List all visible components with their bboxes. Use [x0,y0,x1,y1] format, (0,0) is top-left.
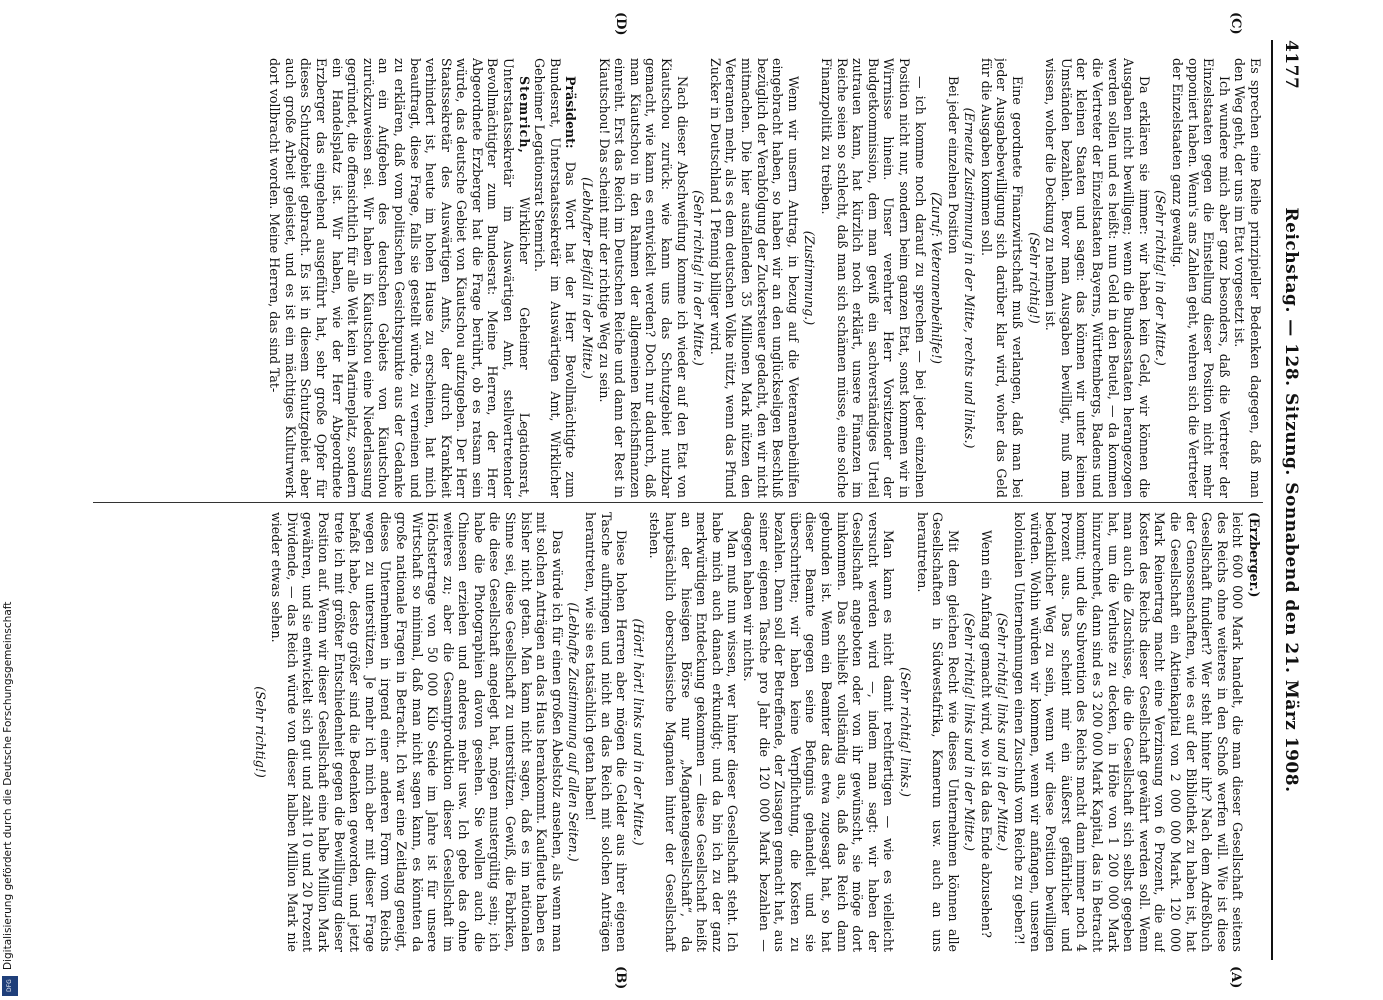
paragraph: leicht 600 000 Mark handelt, die man dieser Gesellschaft seitens des Reichs ohne weiteres in den Schoß werfen will. Wie ist diese Gesellschaft fundiert? Wer steht hinter ihr? Nach dem Adreßbuch der Genossenschaften, wie es auf der Bibliothek zu haben ist, hat die Gesellschaft ein Aktienkapital von 2 000 000 Mark. 120 000 Mark Reinertrag macht eine Verzinsung von 6 Prozent, die auf Kosten des Reichs dieser Gesellschaft gewährt werden soll. Wenn man auch die Zuschüsse, die die Gesellschaft sich selbst gegeben hat, um die Verluste zu decken, in Höhe von 1 200 000 Mark hinzurechnet, dann sind es 3 200 000 Mark Kapital, das in Betracht kommt; und die Subvention des Reichs macht dann immer noch 4 Prozent aus. Das scheint mir ein äußerst gefährlicher und bedenklicher Weg zu sein, wenn wir diese Position bewilligen würden. Wohin würden wir kommen, wenn wir anfangen, unseren kolonialen Unternehmungen einen Zuschuß vom Reiche zu geben?! [1012,512,1246,952]
paragraph: Diese hohen Herren aber mögen die Gelder aus ihrer eigenen Tasche aufbringen und nicht an das Reich mit solchen Anträgen herantreten, wie sie es tatsächlich getan haben! [583,512,630,952]
paragraph: Eine geordnete Finanzwirtschaft muß verlangen, daß man bei jeder Ausgabebewilligung sich darüber klar wird, woher das Geld für die Ausgaben kommen soll. [978,58,1026,498]
page-header [1275,40,1301,960]
speaker-label: Stemrich, [516,76,532,154]
reaction: (Sehr richtig! links und in der Mitte.) [962,612,978,852]
paragraph: Bei jeder einzelnen Position [945,76,961,254]
paragraph: Mit dem gleichen Recht wie dieses Unternehmen können alle Gesellschaften in Südwestafrika, Kamerun usw. auch an uns herantreten. [914,512,961,952]
reaction: (Zustimmung.) [802,230,818,326]
column-rule [93,502,1263,503]
paragraph: Man kann es nicht damit rechtfertigen — wie es vielleicht versucht werden wird —, indem man sagt: wir haben der Gesellschaft angeboten oder von ihr gewünscht, sie möge dort hinkommen. Das schließt vollständig aus, daß das Reich dann gebunden ist. Wenn ein Beamter das etwa zugesagt hat, so hat dieser Beamte gegen seine Befugnis gehandelt und sie überschritten; wir haben keine Verpflichtung, die Kosten zu bezahlen. Dann soll der Betreffende, der Zusagen gemacht hat, aus seiner eigenen Tasche pro Jahr die 120 000 Mark bezahlen — dagegen haben wir nichts. [741,512,897,952]
margin-letter-a: (A) [1228,966,1243,989]
reaction: (Sehr richtig!) [252,686,268,778]
paragraph: — ich komme noch darauf zu sprechen — bei jeder einzelnen Position nicht nur, sondern beim ganzen Etat, sonst kommen wir in Wirrnisse hinein. Unser verehrter Herr Vorsitzender der Budgetkommission, dem man gewiß ein sachverständiges Urteil zutrauen kann, hat kürzlich noch erklärt, unsere Finanzen im Reiche seien so schlecht, daß man sich schämen müsse, eine solche Finanzpolitik zu treiben. [818,58,928,498]
paragraph-president [532,58,579,498]
reaction: (Lebhafter Beifall in der Mitte.) [580,177,596,379]
reaction: (Hört! hört! links und in der Mitte.) [630,618,646,846]
speech-text: Das Wort hat der Herr Bevollmächtigte zum Bundesrat, Unterstaatssekretär im Auswärtigen Amt, Wirklicher Geheimer Legationsrat Stemrich. [532,58,579,498]
running-title: Reichstag. — 128. Sitzung. Sonnabend den 21. März 1908. [1281,207,1301,793]
paragraph: Wenn wir unsern Antrag, in bezug auf die Veteranenbeihilfen eingebracht haben, so haben wir an den unglückseligen Beschluß bezüglich der Verabfolgung der Zuckersteuer gedacht, den wir nicht mitmachen. Die hier ausfallenden 35 Millionen Mark nützen den Veteranen mehr, als es dem deutschen Volke nützt, wenn das Pfund Zucker in Deutschland 1 Pfennig billiger wird. [707,58,801,498]
speaker-tag: (Erzberger.) [1247,512,1262,598]
speaker-label: Präsident: [563,76,579,149]
reaction: (Sehr richtig! links und in der Mitte.) [995,612,1011,852]
digitization-note [0,0,20,1000]
margin-letter-c: (C) [1228,12,1243,35]
page-number: 4177 [1281,40,1301,90]
margin-letter-d: (D) [613,12,628,36]
margin-letter-b: (B) [613,966,628,990]
paragraph: Es sprechen eine Reihe prinzipieller Bedenken dagegen, daß man den Weg geht, der uns im Etat vorgesetzt ist. [1232,58,1263,498]
right-column [93,512,1263,952]
paragraph: Da erklären sie immer: wir haben kein Geld, wir können die Ausgaben nicht bewilligen; wenn die Bundesstaaten herangezogen werden sollen und es heißt: nun Geld in den Beutel, — da kommen die Vertreter der Einzelstaaten Bayerns, Württembergs, Badens und der kleinen Staaten und sagen: das können wir unter keinen Umständen bezahlen. Bevor man Ausgaben bewilligt, muß man wissen, woher die Deckung zu nehmen ist. [1043,58,1152,498]
reaction: (Sehr richtig! in der Mitte.) [691,190,707,366]
paragraph: Ich wundere mich aber ganz besonders, daß die Vertreter der Einzelstaaten gegen die Einstellung dieser Position nicht mehr opponiert haben. Wenn's ans Zahlen geht, wehren sich die Vertreter der Einzelstaaten ganz gewaltig. [1170,58,1232,498]
paragraph: Wenn ein Anfang gemacht wird, wo ist da das Ende abzusehen? [978,530,994,938]
reaction: (Lebhafte Zustimmung auf allen Seiten.) [566,602,582,862]
header-rule [1271,40,1273,960]
paragraph: Man muß nun wissen, wer hinter dieser Gesellschaft steht. Ich habe mich auch danach erkundigt; und da bin ich zu der ganz merkwürdigen Entdeckung gekommen — diese Gesellschaft heißt an der hiesigen Börse nur „Magnatengesellschaft“, da hauptsächlich oberschlesische Magnaten hinter der Gesellschaft stehen. [647,512,741,952]
dfg-logo-icon: DFG [2,976,18,996]
reaction: (Zuruf: Veteranenbeihilfe!) [929,192,945,364]
reaction: (Sehr richtig! in der Mitte.) [1153,190,1169,366]
paragraph: Das würde ich für einen großen Abelstolz ansehen, als wenn man mit solchen Anträgen an das Haus herankommt. Kaufleute haben es bisher nicht getan. Man kann nicht sagen, daß es im nationalen Sinne sei, diese Gesellschaft zu unterstützen. Gewiß, die Fabriken, die diese Gesellschaft angelegt hat, mögen mustergültig sein; ich habe die Photographien davon gesehen. Sie wollen auch die Chinesen erziehen und anderes mehr usw. Ich gebe das ohne weiteres zu; aber die Gesamtproduktion dieser Gesellschaft im Höchstertrage von 50 000 Kilo Seide im Jahre ist für unsere Wirtschaft so minimal, daß man nicht sagen kann, es könnten da große nationale Fragen in Betracht. Ich war eine Zeitlang geneigt, dieses Unternehmen in irgend einer anderen Form vom Reichs wegen zu unterstützen. Je mehr ich mich aber mit dieser Frage befaßt habe, desto größer sind die Bedenken geworden, und jetzt trete ich mit größter Entschiedenheit gegen die Bewilligung dieser Position auf. Wenn wir dieser Gesellschaft eine halbe Million Mark gewähren, und sie entwickelt sich gut und zahlt 10 und 20 Prozent Dividende, — das Reich würde von dieser halben Million Mark nie wieder etwas sehen. [269,512,565,952]
paragraph: Nach dieser Abschweifung komme ich wieder auf den Etat von Kiautschou zurück: wie kann uns das Schutzgebiet nutzbar gemacht, wie kann es entwickelt werden? Doch nur dadurch, daß man Kiautschou in den Rahmen der allgemeinen Reichsfinanzen einreiht. Erst das Reich im Deutschen Reiche und dann der Rest in Kiautschou! Das scheint mir der richtige Weg zu sein. [596,58,690,498]
reaction: (Erneute Zustimmung in der Mitte, rechts und links.) [962,107,978,449]
speech-text: Wirklicher Geheimer Legationsrat, Unterstaatssekretär im Auswärtigen Amt, stellvertretender Bevollmächtigter zum Bundesrat: Meine Herren, der Herr Abgeordnete Erzberger hat die Frage berührt, ob es ratsam sein würde, das deutsche Gebiet von Kiautschou aufzugeben. Der Herr Staatssekretär des Auswärtigen Amts, der durch Krankheit verhindert ist, heute im hohen Hause zu erscheinen, hat mich beauftragt, diese Frage, falls sie gestellt würde, zu verneinen und zu erklären, daß vom politischen Gesichtspunkte aus der Gedanke an ein Aufgeben des deutschen Gebiets von Kiautschou zurückzuweisen sei. Wir haben in Kiautschou eine Niederlassung gegründet, die offensichtlich für alle Welt kein Marineplatz, sondern ein Handelsplatz ist. Wir haben, wie der Herr Abgeordnete Erzberger das eingehend ausgeführt hat, sehr große Opfer für dieses Schutzgebiet gebracht. Es ist in diesem Schutzgebiet aber auch große Arbeit geleistet, und es ist ein mächtiges Kulturwerk dort vollbracht worden. Meine Herren, das sind Tat- [267,58,532,498]
reaction: (Sehr richtig! links.) [897,667,913,797]
digitization-credit: Digitalisierung gefördert durch die Deutsche Forschungsgemeinschaft [2,601,14,970]
reaction: (Sehr richtig!) [1026,232,1042,324]
left-column [93,58,1263,498]
paragraph-stemrich [267,58,532,498]
